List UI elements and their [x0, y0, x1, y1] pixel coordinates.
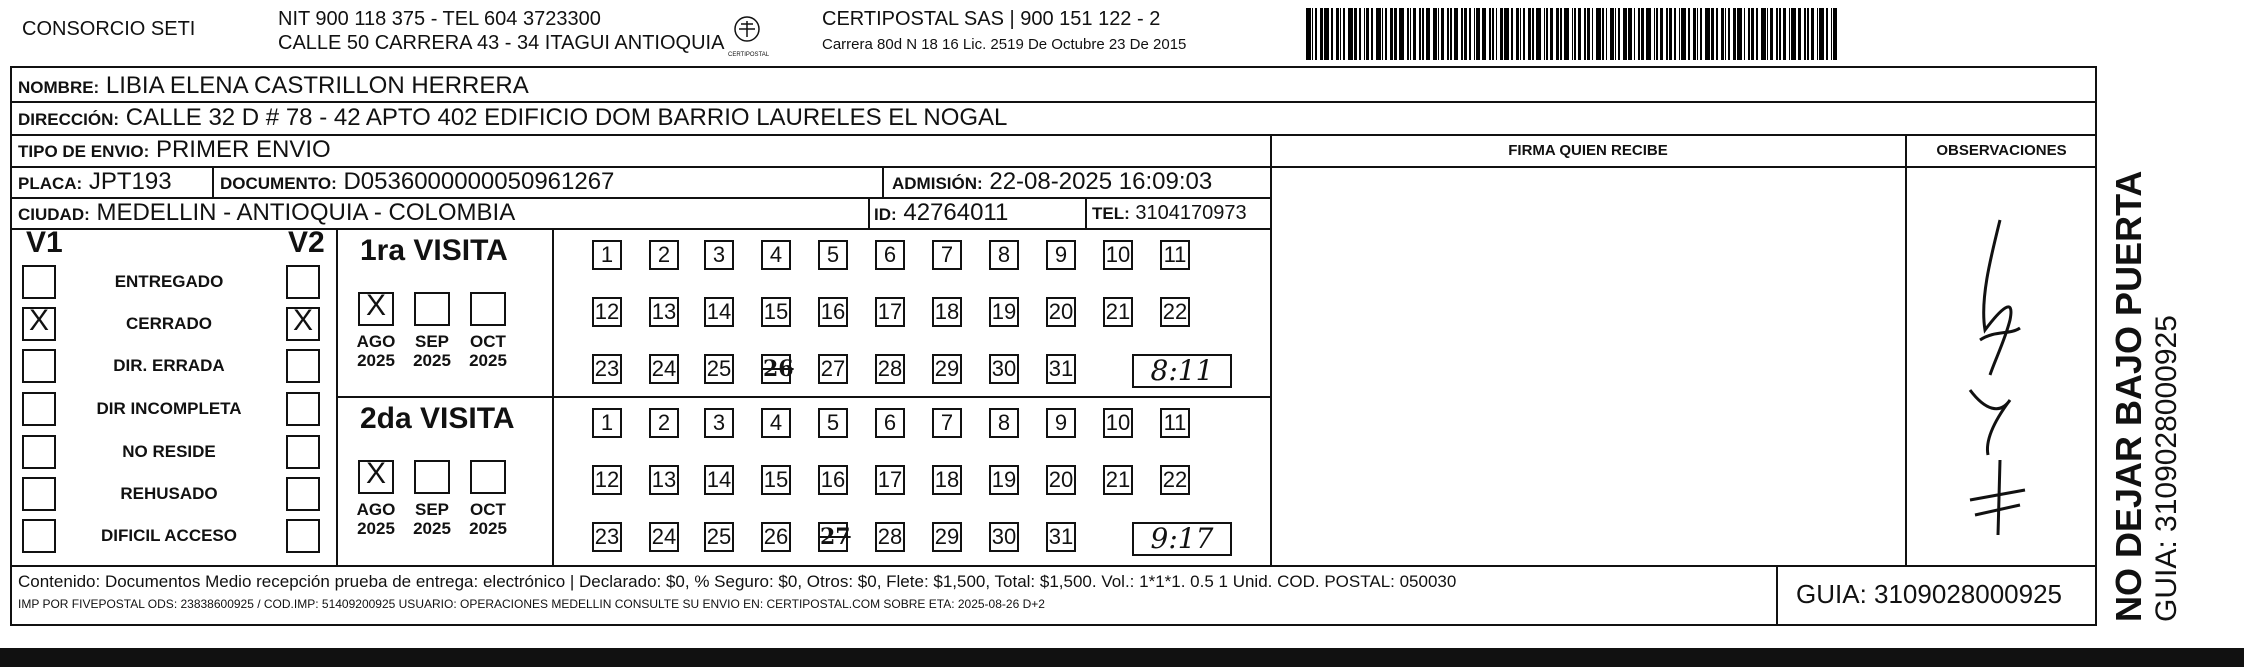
- barcode-bar: [1528, 8, 1531, 60]
- contenido-text: Contenido: Documentos Medio recepción prueba de entrega: electrónico | Declarado: $0, % Seguro: $0, Otros: $0, Flete: $1,500, Total: $1,500. Vol.: 1*1*1. 0.5 1 Unid. COD. POSTAL: 050030: [18, 572, 1457, 591]
- barcode-bar: [1340, 8, 1342, 60]
- day-cell[interactable]: 29: [932, 354, 962, 384]
- barcode-bar: [1641, 8, 1644, 60]
- barcode-bar: [1789, 8, 1791, 60]
- v2-header: V2: [288, 226, 325, 259]
- barcode-bar: [1826, 8, 1828, 60]
- month-label: OCT: [470, 500, 506, 519]
- year-label: 2025: [413, 519, 451, 538]
- barcode-bar: [1733, 8, 1736, 60]
- barcode-bar: [1666, 8, 1668, 60]
- barcode-bar: [1320, 8, 1323, 60]
- status-label: ENTREGADO: [114, 272, 224, 291]
- v1-checkbox[interactable]: [22, 477, 56, 511]
- barcode-bar: [1751, 8, 1754, 60]
- day-cell[interactable]: 21: [1103, 465, 1133, 495]
- barcode-bar: [1546, 8, 1548, 60]
- day-cell[interactable]: 23: [592, 522, 622, 552]
- certipostal-line: CERTIPOSTAL SAS | 900 151 122 - 2: [822, 8, 1161, 30]
- barcode-bar: [1681, 8, 1686, 60]
- month-checkbox[interactable]: X: [358, 460, 394, 494]
- status-label: REHUSADO: [120, 484, 218, 503]
- v1-checkbox[interactable]: [22, 392, 56, 426]
- tipo-label: TIPO DE ENVIO:: [18, 142, 150, 161]
- barcode-bar: [1336, 8, 1339, 60]
- barcode-bar: [1482, 8, 1487, 60]
- day-cell[interactable]: 8: [989, 240, 1019, 270]
- barcode-bar: [1492, 8, 1494, 60]
- barcode-bar: [1725, 8, 1727, 60]
- day-cell[interactable]: 6: [875, 240, 905, 270]
- placa-label: PLACA:: [18, 174, 83, 193]
- day-cell[interactable]: 25: [704, 354, 734, 384]
- day-cell[interactable]: 3: [704, 240, 734, 270]
- day-cell[interactable]: 4: [761, 408, 791, 438]
- barcode-bar: [1618, 8, 1620, 60]
- divider: [336, 228, 338, 566]
- barcode-bar: [1390, 8, 1393, 60]
- v2-checkbox[interactable]: [286, 477, 320, 511]
- barcode-bar: [1748, 8, 1750, 60]
- day-cell[interactable]: 19: [989, 465, 1019, 495]
- divider: [336, 396, 1270, 398]
- v1-checkbox[interactable]: [22, 265, 56, 299]
- month-checkbox[interactable]: X: [358, 292, 394, 326]
- day-cell[interactable]: 30: [989, 354, 1019, 384]
- barcode-bar: [1587, 8, 1590, 60]
- day-cell[interactable]: 13: [649, 465, 679, 495]
- day-cell[interactable]: 16: [818, 297, 848, 327]
- day-cell[interactable]: 19: [989, 297, 1019, 327]
- barcode-bar: [1366, 8, 1369, 60]
- barcode-bar: [1407, 8, 1409, 60]
- barcode-bar: [1654, 8, 1656, 60]
- day-cell[interactable]: 5: [818, 408, 848, 438]
- v2-checkbox[interactable]: [286, 265, 320, 299]
- status-label: DIR. ERRADA: [113, 356, 225, 375]
- address-line: CALLE 50 CARRERA 43 - 34 ITAGUI ANTIOQUIA: [278, 32, 725, 54]
- barcode-bar: [1364, 8, 1366, 60]
- tipo-value: PRIMER ENVIO: [155, 136, 331, 163]
- year-label: 2025: [413, 351, 451, 370]
- visit-time: 9:17: [1132, 522, 1232, 556]
- barcode-bar: [1669, 8, 1672, 60]
- ciudad-row: [18, 199, 515, 229]
- v2-checkbox[interactable]: [286, 435, 320, 469]
- divider: [1776, 565, 1778, 626]
- barcode-bar: [1674, 8, 1676, 60]
- day-cell[interactable]: 7: [932, 240, 962, 270]
- v1-header: V1: [26, 226, 63, 259]
- barcode-bar: [1496, 8, 1498, 60]
- v2-checkbox[interactable]: [286, 519, 320, 553]
- year-label: 2025: [357, 351, 395, 370]
- v2-checkbox[interactable]: X: [286, 307, 320, 341]
- day-cell[interactable]: 26: [761, 522, 791, 552]
- tel-value: 3104170973: [1135, 202, 1247, 224]
- month-label: AGO: [356, 332, 396, 351]
- barcode-bar: [1705, 8, 1710, 60]
- divider: [10, 565, 2097, 567]
- divider: [1085, 197, 1087, 229]
- direccion-label: DIRECCIÓN:: [18, 110, 120, 129]
- id-label: ID:: [874, 205, 897, 224]
- barcode-bar: [1422, 8, 1424, 60]
- observacion-handwriting: [1940, 200, 2050, 540]
- day-cell[interactable]: 16: [818, 465, 848, 495]
- barcode-bar: [1779, 8, 1781, 60]
- ciudad-value: MEDELLIN - ANTIOQUIA - COLOMBIA: [96, 199, 516, 226]
- day-cell[interactable]: 8: [989, 408, 1019, 438]
- month-label: AGO: [356, 500, 396, 519]
- visit-title: 1ra VISITA: [360, 234, 508, 267]
- v2-checkbox[interactable]: [286, 349, 320, 383]
- barcode-bar: [1523, 8, 1525, 60]
- barcode-bar: [1419, 8, 1421, 60]
- barcode-bar: [1385, 8, 1387, 60]
- barcode-bar: [1728, 8, 1730, 60]
- day-cell[interactable]: 29: [932, 522, 962, 552]
- logo-text: CERTIPOSTAL: [728, 52, 770, 58]
- barcode-bar: [1394, 8, 1397, 60]
- day-cell[interactable]: 31: [1046, 354, 1076, 384]
- day-cell[interactable]: 1: [592, 408, 622, 438]
- day-cell[interactable]: 4: [761, 240, 791, 270]
- barcode-bar: [1560, 8, 1562, 60]
- barcode-bar: [1697, 8, 1699, 60]
- barcode-bar: [1433, 8, 1436, 60]
- placa-value: JPT193: [88, 168, 172, 195]
- day-cell[interactable]: 5: [818, 240, 848, 270]
- day-cell[interactable]: 15: [761, 465, 791, 495]
- v1-checkbox[interactable]: X: [22, 307, 56, 341]
- barcode-bar: [1811, 8, 1814, 60]
- barcode-bar: [1450, 8, 1452, 60]
- barcode-bar: [1804, 8, 1806, 60]
- barcode-bar: [1476, 8, 1479, 60]
- day-cell[interactable]: 31: [1046, 522, 1076, 552]
- day-cell[interactable]: 7: [932, 408, 962, 438]
- day-cell[interactable]: 12: [592, 465, 622, 495]
- month-checkbox[interactable]: [470, 460, 506, 494]
- barcode-bar: [1679, 8, 1681, 60]
- direccion-value: CALLE 32 D # 78 - 42 APTO 402 EDIFICIO DOM BARRIO LAURELES EL NOGAL: [125, 104, 1008, 131]
- nombre-row: [18, 72, 529, 102]
- barcode-bar: [1783, 8, 1786, 60]
- barcode-bar: [1312, 8, 1314, 60]
- divider: [1270, 166, 1906, 168]
- barcode-bar: [1474, 8, 1476, 60]
- certipostal-logo: [728, 14, 770, 58]
- day-cell[interactable]: 20: [1046, 297, 1076, 327]
- placa-row: [18, 168, 172, 198]
- barcode-bar: [1441, 8, 1444, 60]
- barcode-bar: [1359, 8, 1361, 60]
- divider: [882, 166, 884, 198]
- v2-checkbox[interactable]: [286, 392, 320, 426]
- divider: [1905, 166, 2097, 168]
- day-cell[interactable]: 30: [989, 522, 1019, 552]
- barcode-bar: [1469, 8, 1471, 60]
- divider: [552, 228, 554, 566]
- tipo-row: [18, 136, 331, 166]
- day-cell[interactable]: 1: [592, 240, 622, 270]
- barcode-bar: [1454, 8, 1459, 60]
- barcode-bar: [1791, 8, 1796, 60]
- barcode-bar: [1711, 8, 1714, 60]
- barcode-bar: [1426, 8, 1431, 60]
- v1-checkbox[interactable]: [22, 519, 56, 553]
- barcode-bar: [1413, 8, 1416, 60]
- side-guia: GUIA: 3109028000925: [2150, 315, 2183, 622]
- day-cell[interactable]: 22: [1160, 297, 1190, 327]
- barcode-bar: [1315, 8, 1317, 60]
- barcode-bar: [1461, 8, 1463, 60]
- day-cell[interactable]: 14: [704, 297, 734, 327]
- barcode-bar: [1500, 8, 1503, 60]
- day-cell[interactable]: 20: [1046, 465, 1076, 495]
- barcode-bar: [1610, 8, 1613, 60]
- firma-header: FIRMA QUIEN RECIBE: [1508, 142, 1668, 159]
- day-cell[interactable]: 17: [875, 297, 905, 327]
- day-cell[interactable]: 25: [704, 522, 734, 552]
- barcode-bar: [1693, 8, 1696, 60]
- barcode-bar: [1464, 8, 1467, 60]
- barcode-bar: [1382, 8, 1384, 60]
- admision-row: [892, 168, 1212, 198]
- barcode-bar: [1819, 8, 1824, 60]
- v1-checkbox[interactable]: [22, 349, 56, 383]
- day-cell[interactable]: 6: [875, 408, 905, 438]
- barcode-bar: [1798, 8, 1801, 60]
- month-checkbox[interactable]: [414, 292, 450, 326]
- day-cell[interactable]: 17: [875, 465, 905, 495]
- barcode-bar: [1700, 8, 1702, 60]
- barcode-bar: [1520, 8, 1522, 60]
- barcode-bar: [1574, 8, 1576, 60]
- barcode-bar: [1716, 8, 1718, 60]
- barcode-bar: [1331, 8, 1333, 60]
- barcode-bar: [1833, 8, 1836, 60]
- nombre-label: NOMBRE:: [18, 78, 100, 97]
- day-cell[interactable]: 10: [1103, 408, 1133, 438]
- imp-text: IMP POR FIVEPOSTAL ODS: 23838600925 / COD.IMP: 51409200925 USUARIO: OPERACIONES MEDELLIN CONSULTE SU ENVIO EN: CERTIPOSTAL.COM SOBRE ETA: 2025-08-26 D+2: [18, 597, 1045, 611]
- barcode-bar: [1504, 8, 1509, 60]
- barcode-bar: [1744, 8, 1746, 60]
- barcode-bar: [1756, 8, 1758, 60]
- barcode-bar: [1536, 8, 1541, 60]
- visit-title: 2da VISITA: [360, 402, 515, 435]
- barcode-bar: [1578, 8, 1581, 60]
- year-label: 2025: [357, 519, 395, 538]
- barcode-bar: [1550, 8, 1553, 60]
- day-cell[interactable]: 15: [761, 297, 791, 327]
- status-label: NO RESIDE: [122, 442, 216, 461]
- barcode-bar: [1447, 8, 1449, 60]
- id-row: [874, 199, 1008, 229]
- day-cell[interactable]: 18: [932, 297, 962, 327]
- day-cell[interactable]: 9: [1046, 240, 1076, 270]
- barcode-bar: [1343, 8, 1345, 60]
- barcode-bar: [1348, 8, 1353, 60]
- barcode-bar: [1354, 8, 1357, 60]
- footer-guia: GUIA: 3109028000925: [1796, 579, 2062, 609]
- barcode-bar: [1646, 8, 1651, 60]
- barcode-bar: [1628, 8, 1631, 60]
- day-cell[interactable]: 27: [818, 354, 848, 384]
- day-cell[interactable]: 2: [649, 240, 679, 270]
- barcode-bar: [1656, 8, 1658, 60]
- day-cell[interactable]: 11: [1160, 408, 1190, 438]
- barcode-bar: [1572, 8, 1574, 60]
- documento-row: [220, 168, 614, 198]
- barcode-bar: [1511, 8, 1513, 60]
- barcode-bar: [1556, 8, 1559, 60]
- barcode-bar: [1438, 8, 1440, 60]
- barcode-bar: [1602, 8, 1604, 60]
- status-label: DIFICIL ACCESO: [100, 526, 237, 545]
- status-label: DIR INCOMPLETA: [96, 399, 242, 418]
- day-cell[interactable]: 18: [932, 465, 962, 495]
- barcode-bar: [1306, 8, 1311, 60]
- ciudad-label: CIUDAD:: [18, 205, 90, 224]
- bottom-bar: [0, 648, 2244, 667]
- barcode-bar: [1721, 8, 1724, 60]
- company-name: CONSORCIO SETI: [22, 18, 196, 40]
- day-cell[interactable]: 3: [704, 408, 734, 438]
- barcode-bar: [1606, 8, 1608, 60]
- day-cell[interactable]: 21: [1103, 297, 1133, 327]
- day-cell[interactable]: 27: [820, 524, 851, 550]
- month-label: OCT: [470, 332, 506, 351]
- barcode-bar: [1516, 8, 1519, 60]
- day-cell[interactable]: 12: [592, 297, 622, 327]
- month-label: SEP: [414, 500, 450, 519]
- day-cell[interactable]: 13: [649, 297, 679, 327]
- visit-time: 8:11: [1132, 354, 1232, 388]
- barcode-bar: [1638, 8, 1640, 60]
- barcode-bar: [1584, 8, 1586, 60]
- barcode-bar: [1767, 8, 1769, 60]
- id-value: 42764011: [903, 199, 1009, 226]
- barcode-bar: [1376, 8, 1381, 60]
- month-label: SEP: [414, 332, 450, 351]
- year-label: 2025: [469, 519, 507, 538]
- year-label: 2025: [469, 351, 507, 370]
- day-cell[interactable]: 11: [1160, 240, 1190, 270]
- direccion-row: [18, 104, 1007, 134]
- nit-line: NIT 900 118 375 - TEL 604 3723300: [278, 8, 601, 30]
- day-cell[interactable]: 22: [1160, 465, 1190, 495]
- barcode-bar: [1596, 8, 1601, 60]
- barcode-bar: [1592, 8, 1594, 60]
- day-cell[interactable]: 24: [649, 522, 679, 552]
- day-cell[interactable]: 2: [649, 408, 679, 438]
- barcode-bar: [1489, 8, 1491, 60]
- admision-value: 22-08-2025 16:09:03: [989, 168, 1213, 195]
- documento-value: D0536000000050961267: [343, 168, 615, 195]
- barcode-bar: [1371, 8, 1373, 60]
- no-dejar-text: NO DEJAR BAJO PUERTA: [2108, 170, 2149, 622]
- day-cell[interactable]: 28: [875, 522, 905, 552]
- day-cell[interactable]: 14: [704, 465, 734, 495]
- barcode-bar: [1564, 8, 1569, 60]
- admision-label: ADMISIÓN:: [892, 174, 983, 193]
- barcode-bar: [1410, 8, 1412, 60]
- day-cell[interactable]: 28: [875, 354, 905, 384]
- barcode-bar: [1634, 8, 1636, 60]
- divider: [212, 166, 214, 198]
- barcode-bar: [1770, 8, 1773, 60]
- day-cell[interactable]: 24: [649, 354, 679, 384]
- day-cell[interactable]: 9: [1046, 408, 1076, 438]
- divider: [868, 197, 870, 229]
- month-checkbox[interactable]: [470, 292, 506, 326]
- nombre-value: LIBIA ELENA CASTRILLON HERRERA: [105, 72, 529, 99]
- barcode-bar: [1399, 8, 1404, 60]
- divider: [1905, 134, 1907, 566]
- barcode-bar: [1817, 8, 1819, 60]
- observaciones-header: OBSERVACIONES: [1936, 142, 2067, 159]
- day-cell[interactable]: 10: [1103, 240, 1133, 270]
- license-line: Carrera 80d N 18 16 Lic. 2519 De Octubre 23 De 2015: [822, 36, 1187, 53]
- barcode-bar: [1737, 8, 1742, 60]
- barcode-bar: [1688, 8, 1690, 60]
- barcode-bar: [1761, 8, 1766, 60]
- documento-label: DOCUMENTO:: [220, 174, 337, 193]
- barcode: [1306, 8, 1916, 60]
- barcode-bar: [1532, 8, 1534, 60]
- barcode-bar: [1776, 8, 1778, 60]
- divider: [1270, 134, 1272, 566]
- barcode-bar: [1660, 8, 1663, 60]
- barcode-bar: [1807, 8, 1809, 60]
- day-cell[interactable]: 26: [763, 356, 794, 382]
- v1-checkbox[interactable]: [22, 435, 56, 469]
- day-cell[interactable]: 23: [592, 354, 622, 384]
- barcode-bar: [1831, 8, 1833, 60]
- barcode-bar: [1623, 8, 1628, 60]
- month-checkbox[interactable]: [414, 460, 450, 494]
- tel-label: TEL:: [1092, 204, 1130, 223]
- status-label: CERRADO: [126, 314, 212, 333]
- barcode-bar: [1324, 8, 1329, 60]
- tel-row: [1092, 199, 1247, 228]
- barcode-bar: [1615, 8, 1617, 60]
- barcode-bar: [1544, 8, 1546, 60]
